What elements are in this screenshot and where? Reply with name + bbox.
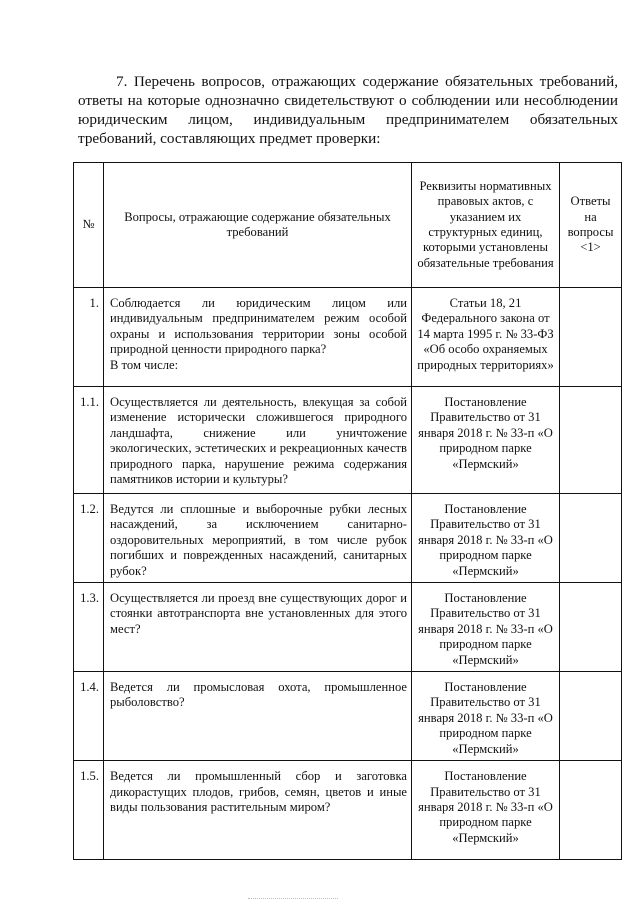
table-row xyxy=(74,672,622,761)
row-question: Ведется ли промысловая охота, промышленное рыболовство? xyxy=(104,672,412,761)
footer-divider xyxy=(248,898,338,899)
row-legal-act: Статьи 18, 21 Федерального закона от 14 марта 1995 г. № 33-ФЗ «Об особо охраняемых природных территориях» xyxy=(412,288,560,387)
table-row xyxy=(74,387,622,494)
row-legal-act: Постановление Правительство от 31 января 2018 г. № 33-п «О природном парке «Пермский» xyxy=(412,387,560,494)
table-row xyxy=(74,761,622,860)
header-answers: Ответы на вопросы <1> xyxy=(560,163,622,288)
row-answer-cell[interactable] xyxy=(560,494,622,583)
row-number: 1.4. xyxy=(74,672,104,761)
row-answer-cell[interactable] xyxy=(560,672,622,761)
row-number: 1.3. xyxy=(74,583,104,672)
row-legal-act: Постановление Правительство от 31 января 2018 г. № 33-п «О природном парке «Пермский» xyxy=(412,672,560,761)
question-extra-text: В том числе: xyxy=(110,357,179,372)
row-question: Ведутся ли сплошные и выборочные рубки лесных насаждений, за исключением санитарно-оздоровительных мероприятий, в том числе рубок погибших и поврежденных насаждений, санитарных рубок? xyxy=(104,494,412,583)
row-legal-act: Постановление Правительство от 31 января 2018 г. № 33-п «О природном парке «Пермский» xyxy=(412,583,560,672)
requirements-table xyxy=(73,162,622,860)
header-legal-acts: Реквизиты нормативных правовых актов, с указанием их структурных единиц, которыми установлены обязательные требования xyxy=(412,163,560,288)
table-row xyxy=(74,494,622,583)
row-number: 1. xyxy=(74,288,104,387)
intro-paragraph: 7. Перечень вопросов, отражающих содержание обязательных требований, ответы на которые однозначно свидетельствуют о соблюдении или несоблюдении юридическим лицом, индивидуальным предпринимателем обязательных требований, составляющих предмет проверки: xyxy=(78,73,618,147)
question-text: Соблюдается ли юридическим лицом или индивидуальным предпринимателем режим особой охраны и использования территории зоны особой природной ценности природного парка? xyxy=(110,296,407,357)
row-question xyxy=(104,288,412,387)
row-answer-cell[interactable] xyxy=(560,288,622,387)
table-row xyxy=(74,583,622,672)
row-answer-cell[interactable] xyxy=(560,387,622,494)
row-question: Ведется ли промышленный сбор и заготовка дикорастущих плодов, грибов, семян, цветов и иные виды пользования растительным миром? xyxy=(104,761,412,860)
row-legal-act: Постановление Правительство от 31 января 2018 г. № 33-п «О природном парке «Пермский» xyxy=(412,761,560,860)
row-answer-cell[interactable] xyxy=(560,761,622,860)
row-question: Осуществляется ли деятельность, влекущая за собой изменение исторически сложившегося природного ландшафта, снижение или уничтожение экологических, эстетических и рекреационных качеств природного парка, нарушение режима содержания памятников истории и культуры? xyxy=(104,387,412,494)
table-row xyxy=(74,288,622,387)
row-number: 1.5. xyxy=(74,761,104,860)
header-questions: Вопросы, отражающие содержание обязательных требований xyxy=(104,163,412,288)
row-legal-act: Постановление Правительство от 31 января 2018 г. № 33-п «О природном парке «Пермский» xyxy=(412,494,560,583)
header-number: № xyxy=(74,163,104,288)
row-number: 1.2. xyxy=(74,494,104,583)
row-question: Осуществляется ли проезд вне существующих дорог и стоянки автотранспорта вне установленных для этого мест? xyxy=(104,583,412,672)
row-number: 1.1. xyxy=(74,387,104,494)
table-header-row xyxy=(74,163,622,288)
row-answer-cell[interactable] xyxy=(560,583,622,672)
